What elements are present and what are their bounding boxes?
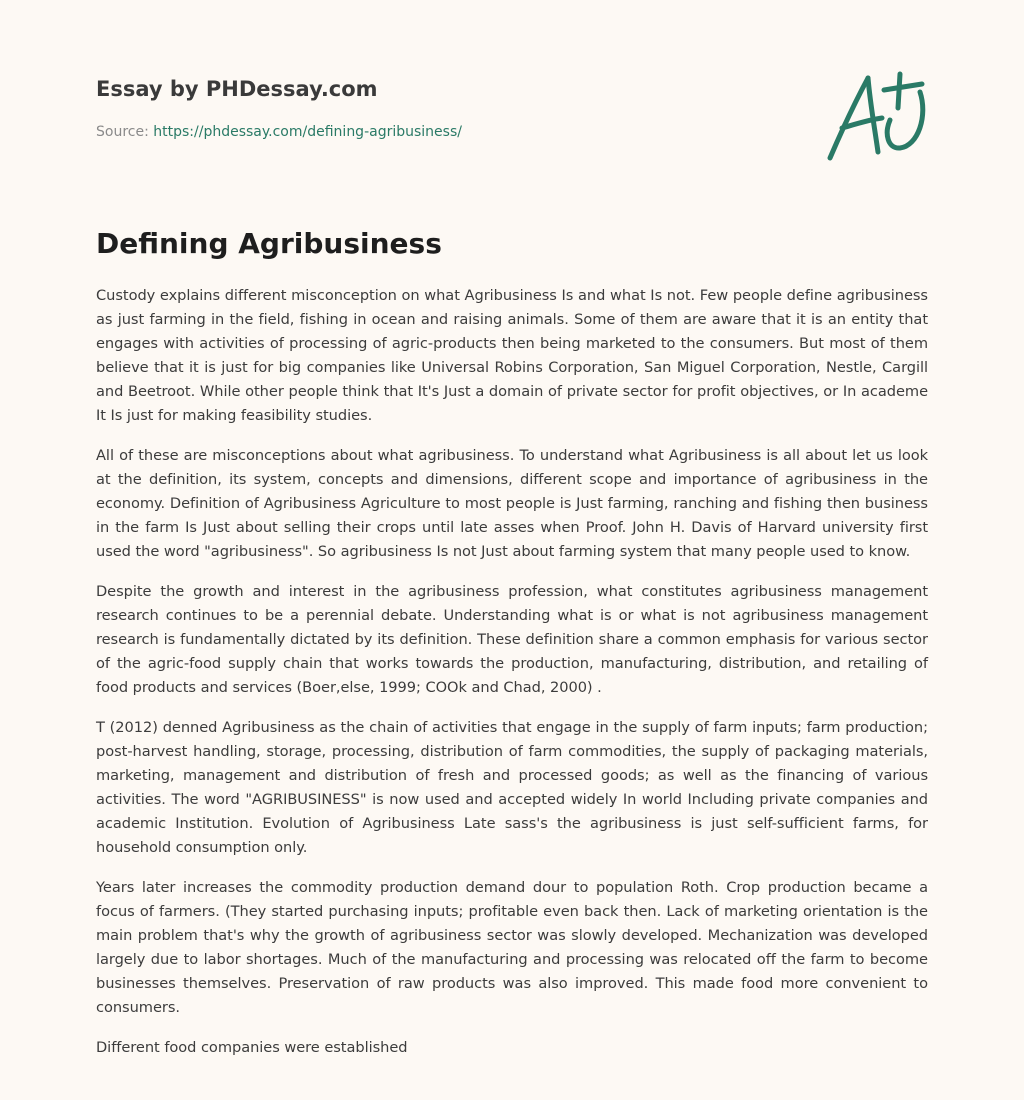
site-brand: Essay by PHDessay.com [96,77,378,101]
essay-title: Defining Agribusiness [96,227,442,260]
a-plus-logo-icon [824,68,928,164]
source-link[interactable]: https://phdessay.com/defining-agribusiness/ [153,124,462,140]
essay-paragraph: Despite the growth and interest in the agribusiness profession, what constitutes agribusiness management research continues to be a perennial debate. Understanding what is or what is not agribusiness management research is fundamentally dictated by its definition. These definition share a common emphasis for various sector of the agric-food supply chain that works towards the production, manufacturing, distribution, and retailing of food products and services (Boer,else, 1999; COOk and Chad, 2000) . [96,583,928,696]
source-label: Source: [96,124,149,140]
essay-body [96,284,928,1076]
page-header [96,74,928,174]
essay-paragraph: Different food companies were established [96,1039,408,1056]
essay-paragraph: All of these are misconceptions about what agribusiness. To understand what Agribusiness is all about let us look at the definition, its system, concepts and dimensions, different scope and importance of agribusiness in the economy. Definition of Agribusiness Agriculture to most people is Just farming, ranching and fishing then business in the farm Is Just about selling their crops until late asses when Proof. John H. Davis of Harvard university first used the word "agribusiness". So agribusiness Is not Just about farming system that many people used to know. [96,447,928,560]
essay-paragraph: Custody explains different misconception on what Agribusiness Is and what Is not. Few people define agribusiness as just farming in the field, fishing in ocean and raising animals. Some of them are aware that it is an entity that engages with activities of processing of agric-products then being marketed to the consumers. But most of them believe that it is just for big companies like Universal Robins Corporation, San Miguel Corporation, Nestle, Cargill and Beetroot. While other people think that It's Just a domain of private sector for profit objectives, or In academe It Is just for making feasibility studies. [96,287,928,424]
essay-paragraph: Years later increases the commodity production demand dour to population Roth. Crop production became a focus of farmers. (They started purchasing inputs; profitable even back then. Lack of marketing orientation is the main problem that's why the growth of agribusiness sector was slowly developed. Mechanization was developed largely due to labor shortages. Much of the manufacturing and processing was relocated off the farm to become businesses themselves. Preservation of raw products was also improved. This made food more convenient to consumers. [96,879,928,1016]
essay-paragraph: T (2012) denned Agribusiness as the chain of activities that engage in the supply of farm inputs; farm production; post-harvest handling, storage, processing, distribution of farm commodities, the supply of packaging materials, marketing, management and distribution of fresh and processed goods; as well as the financing of various activities. The word "AGRIBUSINESS" is now used and accepted widely In world Including private companies and academic Institution. Evolution of Agribusiness Late sass's the agribusiness is just self-sufficient farms, for household consumption only. [96,719,928,856]
source-line [96,122,928,142]
